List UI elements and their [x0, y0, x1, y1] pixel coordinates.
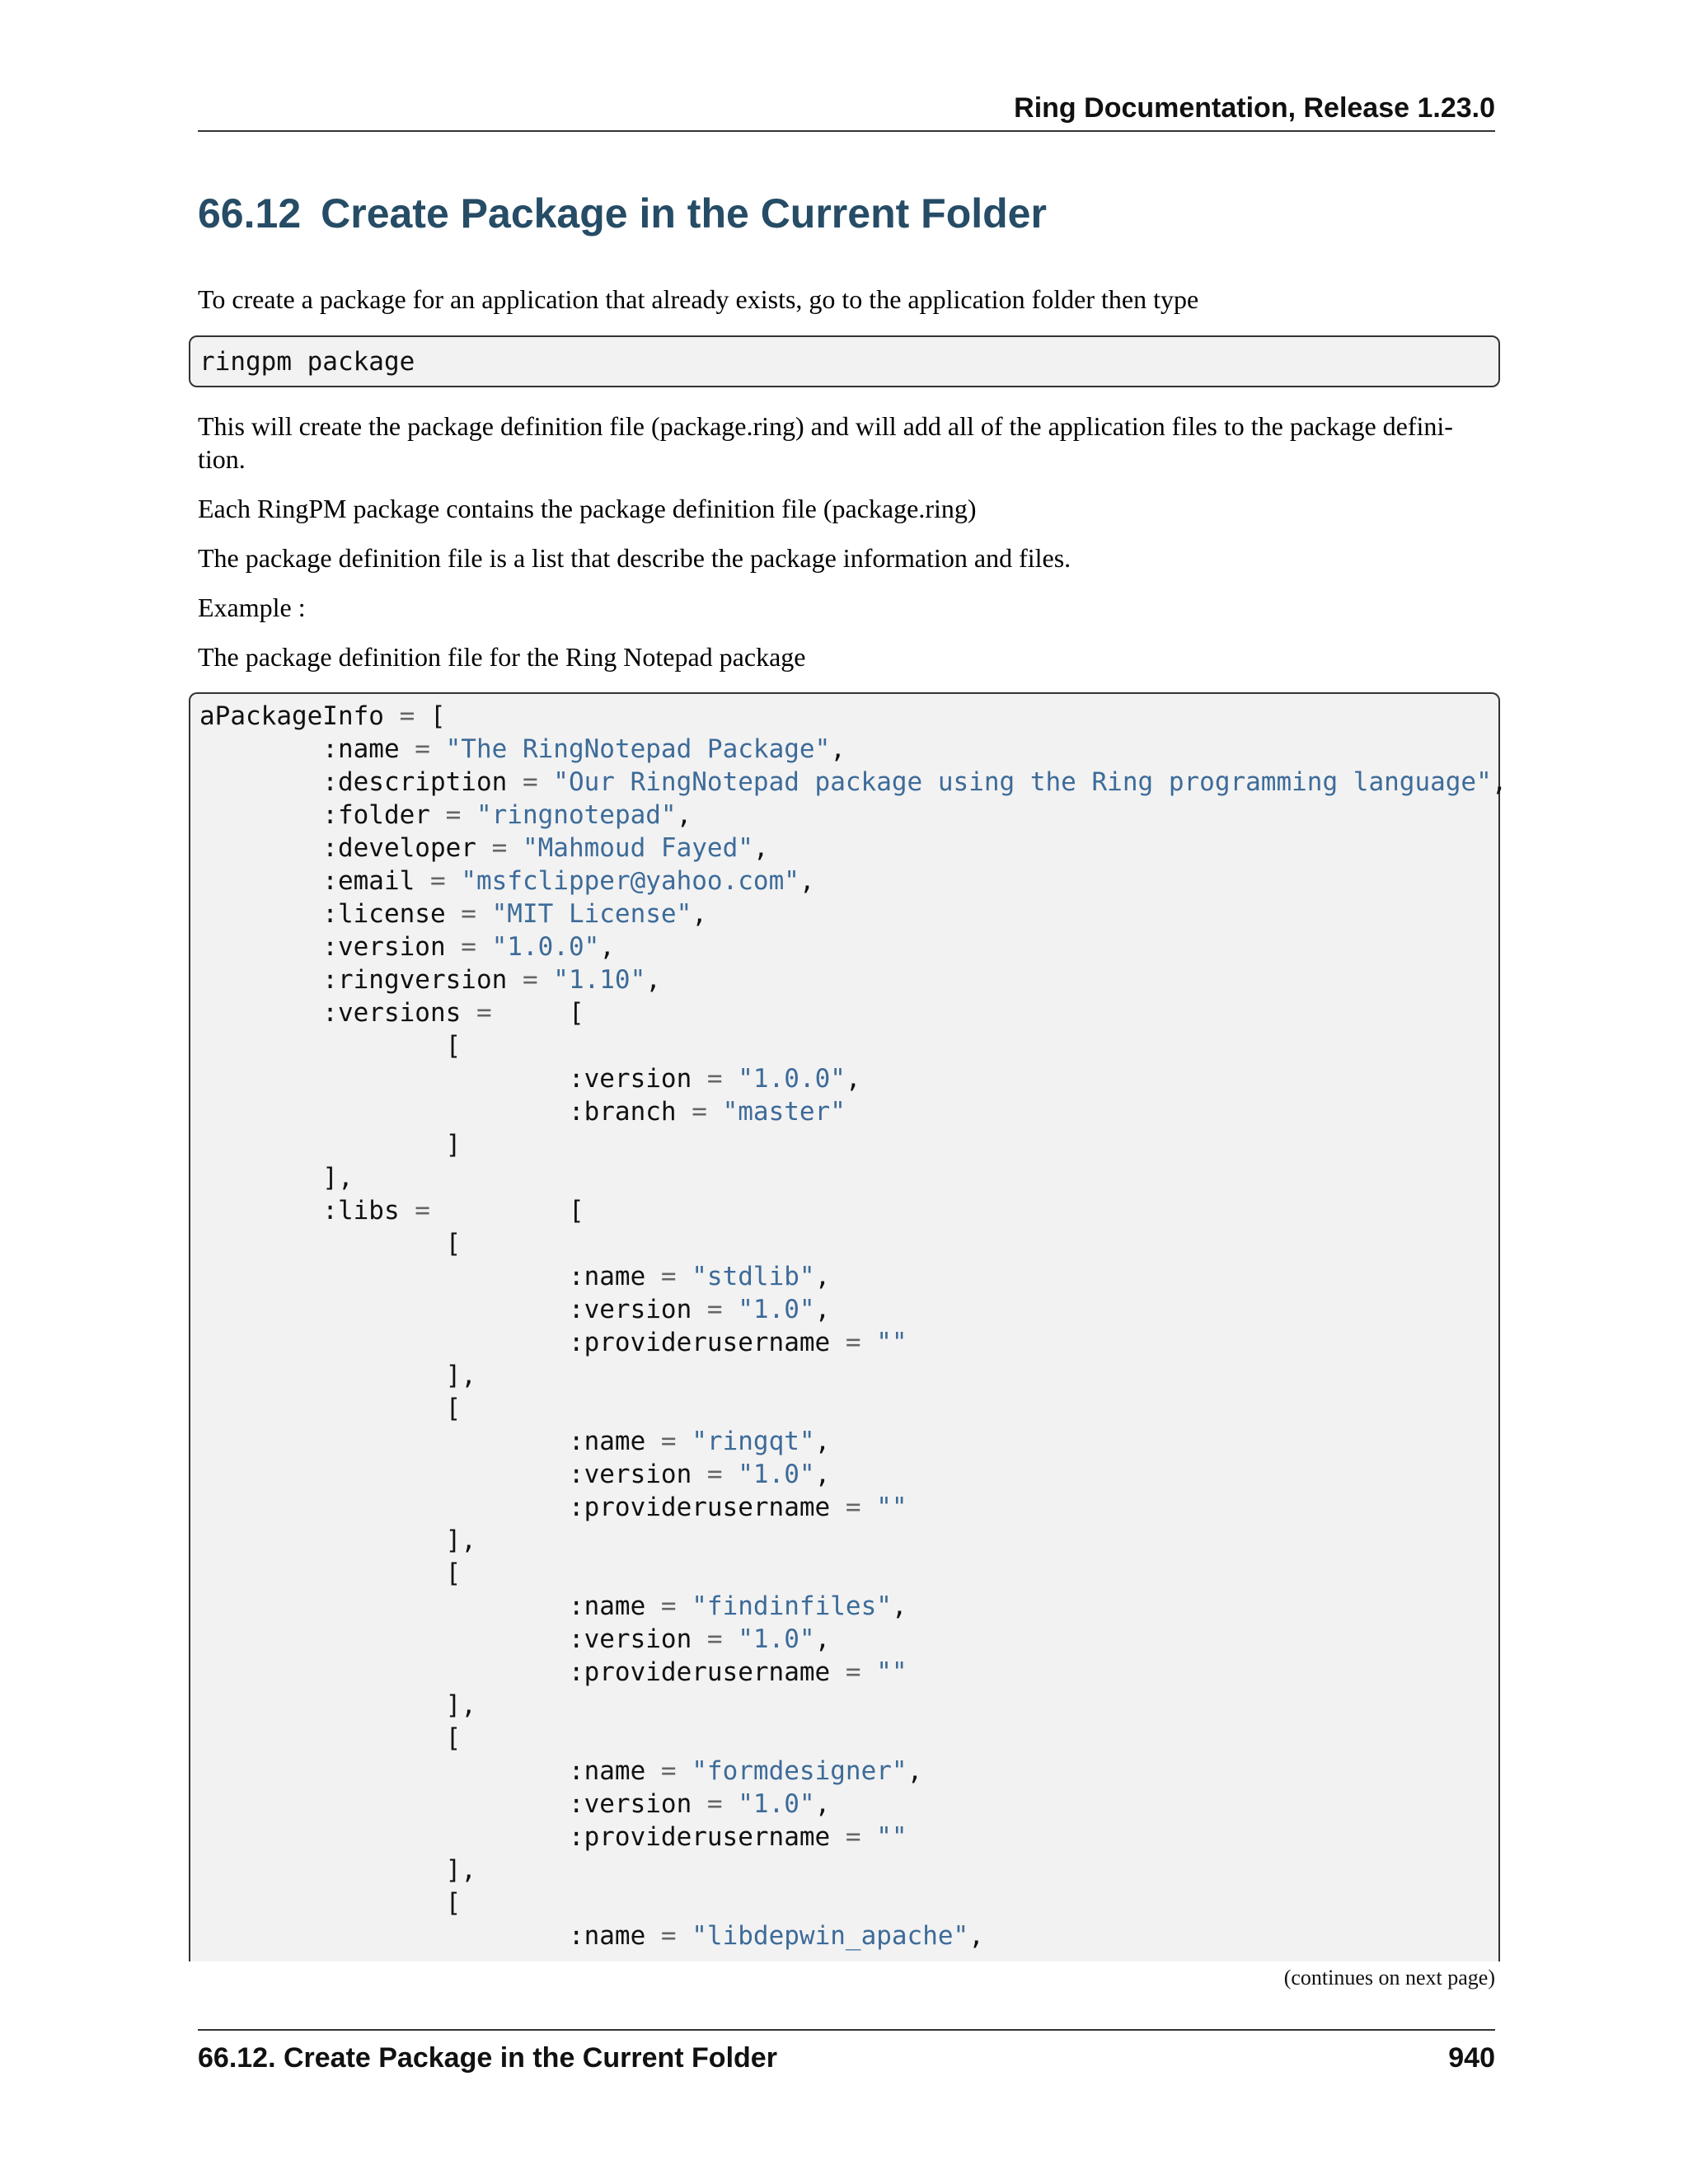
- string-token: "1.0": [738, 1460, 815, 1489]
- command-code-block: [189, 335, 1500, 387]
- operator-token: =: [476, 998, 492, 1028]
- code-line: ],: [199, 1526, 476, 1555]
- command-code: ringpm package: [199, 347, 415, 377]
- operator-token: =: [415, 1196, 430, 1226]
- operator-token: =: [706, 1064, 723, 1094]
- operator-token: =: [415, 734, 430, 764]
- string-token: "libdepwin_apache": [692, 1921, 969, 1951]
- string-token: "Our RingNotepad package using the Ring programming language": [553, 767, 1492, 797]
- code-line: :license = "MIT License",: [199, 899, 707, 929]
- code-line: :name = "formdesigner",: [199, 1756, 923, 1786]
- operator-token: =: [522, 965, 538, 995]
- code-line: [: [199, 1558, 462, 1588]
- operator-token: =: [429, 866, 446, 896]
- string-token: "Mahmoud Fayed": [522, 833, 753, 863]
- string-token: "1.0": [738, 1789, 815, 1819]
- footer-section: 66.12. Create Package in the Current Folder: [198, 2042, 777, 2074]
- intro-paragraph: To create a package for an application that already exists, go to the application folder then type: [198, 284, 1199, 314]
- operator-token: =: [692, 1097, 707, 1127]
- string-token: "ringqt": [692, 1427, 815, 1456]
- code-line: [: [199, 1394, 462, 1423]
- string-token: "1.10": [553, 965, 646, 995]
- example-label: Example :: [198, 593, 306, 622]
- string-token: "findinfiles": [692, 1591, 892, 1621]
- code-line: :developer = "Mahmoud Fayed",: [199, 833, 769, 863]
- operator-token: =: [461, 899, 476, 929]
- code-line: :version = "1.0.0",: [199, 1064, 861, 1094]
- string-token: "1.0.0": [738, 1064, 846, 1094]
- operator-token: =: [660, 1427, 677, 1456]
- code-line: :providerusername = "": [199, 1822, 907, 1852]
- string-token: "": [876, 1493, 907, 1522]
- code-line: :versions = [: [199, 998, 584, 1028]
- code-line: ],: [199, 1163, 354, 1193]
- string-token: "master": [722, 1097, 846, 1127]
- code-line: :name = "findinfiles",: [199, 1591, 907, 1621]
- code-line: :name = "The RingNotepad Package",: [199, 734, 846, 764]
- code-line: :providerusername = "": [199, 1657, 907, 1687]
- operator-token: =: [706, 1789, 723, 1819]
- code-line: :version = "1.0",: [199, 1624, 831, 1654]
- code-line: ],: [199, 1855, 476, 1885]
- code-line: :version = "1.0",: [199, 1460, 831, 1489]
- operator-token: =: [706, 1295, 723, 1324]
- code-line: [: [199, 1031, 462, 1061]
- code-line: :description = "Our RingNotepad package using the Ring programming language",: [199, 767, 1507, 797]
- page-number: 940: [1448, 2042, 1495, 2074]
- code-line: :name = "libdepwin_apache",: [199, 1921, 984, 1951]
- ringpm-paragraph: Each RingPM package contains the package definition file (package.ring): [198, 494, 977, 523]
- operator-token: =: [399, 701, 415, 731]
- page-header: [198, 91, 1495, 132]
- code-line: :libs = [: [199, 1196, 584, 1226]
- operator-token: =: [522, 767, 538, 797]
- code-line: :ringversion = "1.10",: [199, 965, 661, 995]
- package-code-block: [189, 692, 1507, 1961]
- string-token: "": [876, 1328, 907, 1357]
- continues-note: (continues on next page): [1283, 1966, 1495, 1990]
- section-heading: [198, 190, 1047, 237]
- code-line: :version = "1.0",: [199, 1295, 831, 1324]
- code-line: ],: [199, 1690, 476, 1720]
- string-token: "": [876, 1822, 907, 1852]
- code-line: aPackageInfo = [: [199, 701, 446, 731]
- code-line: ],: [199, 1361, 476, 1390]
- code-line: :version = "1.0",: [199, 1789, 831, 1819]
- string-token: "1.0": [738, 1624, 815, 1654]
- string-token: "The RingNotepad Package": [445, 734, 831, 764]
- string-token: "ringnotepad": [476, 800, 677, 830]
- code-line: [: [199, 1888, 462, 1918]
- operator-token: =: [845, 1328, 861, 1357]
- operator-token: =: [461, 932, 476, 962]
- string-token: "stdlib": [692, 1262, 815, 1291]
- definition-paragraph: The package definition file is a list that describe the package information and files.: [198, 543, 1071, 573]
- code-line: :name = "stdlib",: [199, 1262, 831, 1291]
- operator-token: =: [445, 800, 462, 830]
- operator-token: =: [845, 1657, 861, 1687]
- string-token: "1.0": [738, 1295, 815, 1324]
- notepad-paragraph: The package definition file for the Ring Notepad package: [198, 642, 806, 672]
- section-number: 66.12: [198, 190, 302, 237]
- string-token: "MIT License": [491, 899, 692, 929]
- code-line: :name = "ringqt",: [199, 1427, 831, 1456]
- creates-paragraph: This will create the package definition file (package.ring) and will add all of the application files to the package defini- tion.: [198, 411, 1453, 474]
- string-token: "formdesigner": [692, 1756, 907, 1786]
- code-line: ]: [199, 1130, 462, 1160]
- section-title: Create Package in the Current Folder: [321, 190, 1047, 237]
- code-line: [: [199, 1723, 462, 1753]
- operator-token: =: [706, 1460, 723, 1489]
- operator-token: =: [660, 1756, 677, 1786]
- code-line: :folder = "ringnotepad",: [199, 800, 692, 830]
- code-line: :providerusername = "": [199, 1493, 907, 1522]
- operator-token: =: [660, 1591, 677, 1621]
- package-code: [190, 694, 1507, 1952]
- string-token: "1.0.0": [491, 932, 600, 962]
- operator-token: =: [845, 1493, 861, 1522]
- code-line: :email = "msfclipper@yahoo.com",: [199, 866, 815, 896]
- document-title: Ring Documentation, Release 1.23.0: [1014, 92, 1495, 124]
- code-line: :providerusername = "": [199, 1328, 907, 1357]
- page-footer: [198, 2029, 1495, 2074]
- operator-token: =: [845, 1822, 861, 1852]
- operator-token: =: [491, 833, 508, 863]
- operator-token: =: [706, 1624, 723, 1654]
- code-line: :branch = "master": [199, 1097, 846, 1127]
- code-line: [: [199, 1229, 462, 1258]
- string-token: "": [876, 1657, 907, 1687]
- operator-token: =: [660, 1921, 677, 1951]
- string-token: "msfclipper@yahoo.com": [461, 866, 799, 896]
- operator-token: =: [660, 1262, 677, 1291]
- code-line: :version = "1.0.0",: [199, 932, 615, 962]
